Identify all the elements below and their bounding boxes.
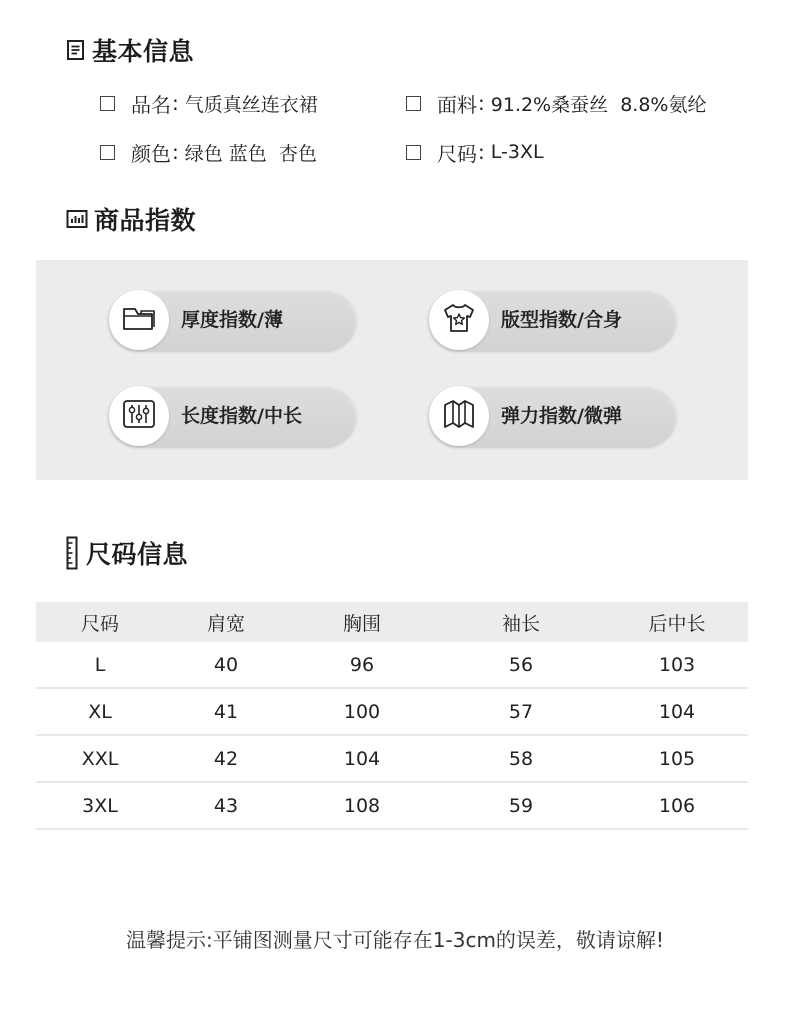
pill-icon-circle bbox=[109, 290, 169, 350]
bar-chart-icon bbox=[66, 209, 88, 229]
sliders-icon bbox=[122, 399, 156, 433]
table-header-row bbox=[36, 602, 748, 642]
index-pill-fit bbox=[427, 288, 677, 352]
folder-icon bbox=[121, 303, 157, 337]
table-cell: 105 bbox=[606, 735, 748, 782]
info-colon: : bbox=[172, 140, 179, 164]
table-cell: 100 bbox=[288, 688, 436, 735]
product-index-panel bbox=[36, 260, 748, 480]
table-cell: L bbox=[36, 642, 164, 688]
table-cell: XL bbox=[36, 688, 164, 735]
basic-info-heading bbox=[66, 33, 194, 67]
column-header: 胸围 bbox=[288, 602, 436, 642]
checkbox-icon bbox=[100, 96, 115, 111]
table-cell: XXL bbox=[36, 735, 164, 782]
table-cell: 56 bbox=[436, 642, 606, 688]
table-row bbox=[36, 782, 748, 829]
pill-icon-circle bbox=[429, 386, 489, 446]
info-colon: : bbox=[478, 91, 485, 115]
size-table bbox=[36, 602, 748, 830]
info-value: 绿色 蓝色 杏色 bbox=[184, 142, 317, 165]
index-pill-length bbox=[107, 384, 357, 448]
info-item-color bbox=[100, 137, 317, 167]
column-header: 肩宽 bbox=[164, 602, 288, 642]
table-cell: 96 bbox=[288, 642, 436, 688]
info-value: L-3XL bbox=[490, 141, 544, 163]
info-label: 品名 bbox=[131, 92, 171, 117]
table-cell: 58 bbox=[436, 735, 606, 782]
table-cell: 40 bbox=[164, 642, 288, 688]
info-item-size bbox=[406, 137, 544, 167]
info-item-fabric bbox=[406, 88, 706, 118]
size-info-heading bbox=[66, 536, 188, 570]
table-cell: 59 bbox=[436, 782, 606, 829]
pill-icon-circle bbox=[109, 386, 169, 446]
info-value: 91.2%桑蚕丝 8.8%氨纶 bbox=[490, 93, 707, 116]
table-cell: 108 bbox=[288, 782, 436, 829]
info-item-product-name bbox=[100, 88, 318, 118]
column-header: 袖长 bbox=[436, 602, 606, 642]
info-label: 尺码 bbox=[437, 141, 477, 166]
table-cell: 104 bbox=[606, 688, 748, 735]
product-index-title: 商品指数 bbox=[94, 206, 197, 235]
table-cell: 106 bbox=[606, 782, 748, 829]
pill-label: 版型指数/合身 bbox=[501, 309, 622, 331]
info-colon: : bbox=[172, 91, 179, 115]
basic-info-title: 基本信息 bbox=[92, 37, 195, 66]
ruler-icon bbox=[66, 536, 78, 570]
pill-label: 长度指数/中长 bbox=[181, 405, 302, 427]
table-row bbox=[36, 688, 748, 735]
product-index-heading bbox=[66, 202, 196, 236]
table-row bbox=[36, 735, 748, 782]
column-header: 尺码 bbox=[36, 602, 164, 642]
table-row bbox=[36, 642, 748, 688]
checkbox-icon bbox=[406, 96, 421, 111]
pill-label: 厚度指数/薄 bbox=[181, 309, 283, 331]
table-cell: 3XL bbox=[36, 782, 164, 829]
info-colon: : bbox=[478, 140, 485, 164]
map-fold-icon bbox=[442, 398, 476, 434]
document-icon bbox=[66, 39, 86, 61]
index-pill-stretch bbox=[427, 384, 677, 448]
table-cell: 103 bbox=[606, 642, 748, 688]
info-label: 面料 bbox=[437, 92, 477, 117]
size-info-title: 尺码信息 bbox=[86, 540, 189, 569]
pill-icon-circle bbox=[429, 290, 489, 350]
table-cell: 104 bbox=[288, 735, 436, 782]
footer-note: 温馨提示:平铺图测量尺寸可能存在1-3cm的误差，敬请谅解! bbox=[126, 928, 664, 952]
table-cell: 42 bbox=[164, 735, 288, 782]
info-value: 气质真丝连衣裙 bbox=[184, 93, 318, 116]
tshirt-icon bbox=[442, 302, 476, 338]
table-cell: 43 bbox=[164, 782, 288, 829]
info-label: 颜色 bbox=[131, 141, 171, 166]
column-header: 后中长 bbox=[606, 602, 748, 642]
pill-label: 弹力指数/微弹 bbox=[501, 405, 622, 427]
table-cell: 41 bbox=[164, 688, 288, 735]
checkbox-icon bbox=[100, 145, 115, 160]
table-cell: 57 bbox=[436, 688, 606, 735]
checkbox-icon bbox=[406, 145, 421, 160]
index-pill-thickness bbox=[107, 288, 357, 352]
